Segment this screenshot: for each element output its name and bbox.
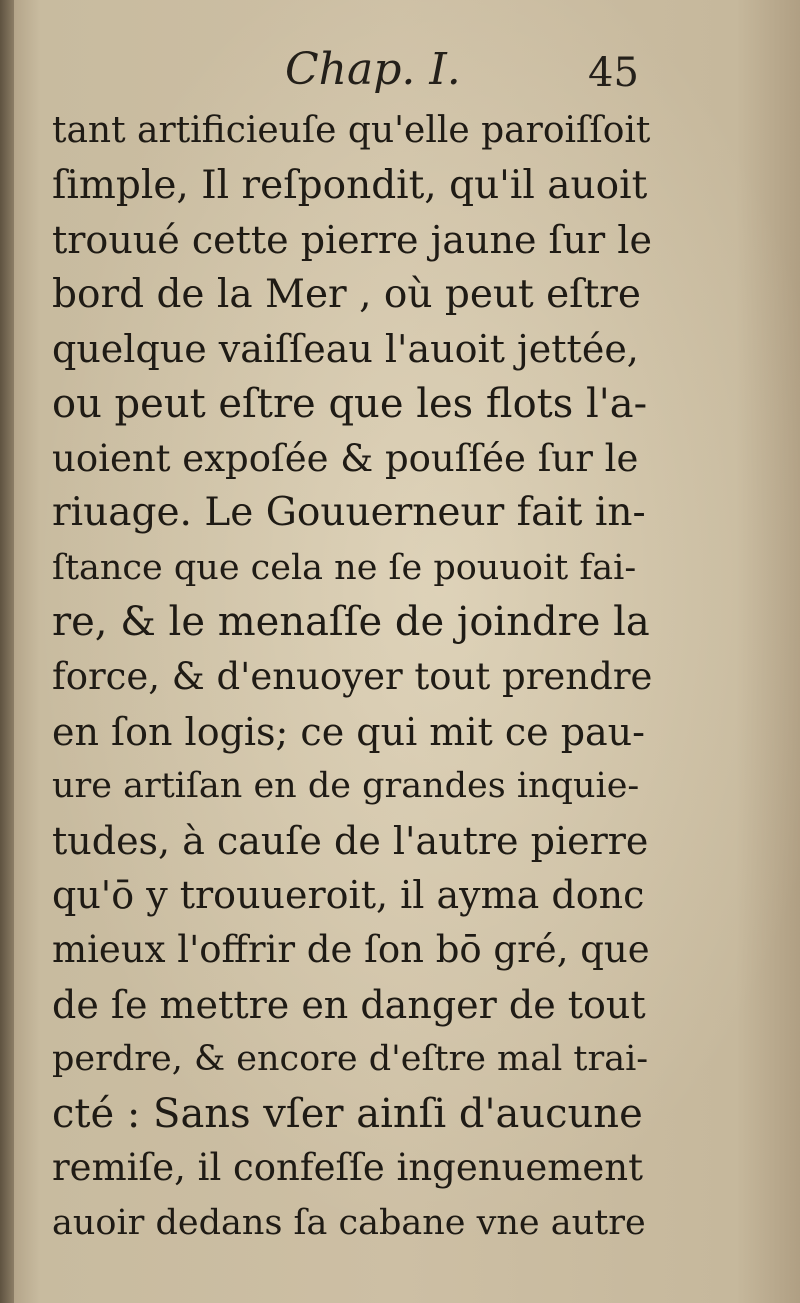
page-spine-edge xyxy=(0,0,14,1303)
text-line: en ſon logis; ce qui mit ce pau- xyxy=(52,709,645,754)
text-line: riuage. Le Gouuerneur fait in- xyxy=(52,490,646,536)
text-line: ſtance que cela ne ſe pouuoit fai- xyxy=(52,547,637,588)
text-line: perdre, & encore d'eſtre mal trai- xyxy=(52,1039,649,1080)
text-line: cté : Sans vſer ainſi d'aucune xyxy=(52,1090,643,1137)
text-line: quelque vaiſſeau l'auoit jettée, xyxy=(52,327,639,372)
text-line: remiſe, il confeſſe ingenuement xyxy=(52,1146,643,1190)
text-line: de ſe mettre en danger de tout xyxy=(52,982,646,1027)
text-line: re, & le menaſſe de joindre la xyxy=(52,599,650,646)
page-number: 45 xyxy=(588,50,639,96)
text-line: mieux l'offrir de ſon bō gré, que xyxy=(52,927,650,971)
text-line: ou peut eſtre que les flots l'a- xyxy=(52,380,648,427)
running-head: Chap. I. xyxy=(285,44,461,95)
text-line: bord de la Mer , où peut eſtre xyxy=(52,271,641,317)
text-line: qu'ō y trouueroit, il ayma donc xyxy=(52,873,645,918)
page-header xyxy=(0,44,800,104)
text-line: force, & d'enuoyer tout prendre xyxy=(52,654,653,698)
text-line: uoient expoſée & pouſſée ſur le xyxy=(52,436,639,480)
body-text xyxy=(52,104,652,1250)
text-line: ure artiſan en de grandes inquie- xyxy=(52,766,640,807)
text-line: auoir dedans ſa cabane vne autre xyxy=(52,1202,646,1243)
text-line: tudes, à cauſe de l'autre pierre xyxy=(52,818,649,863)
text-line: trouué cette pierre jaune ſur le xyxy=(52,218,652,263)
text-line: ſimple, Il reſpondit, qu'il auoit xyxy=(52,162,648,208)
text-line: tant artificieuſe qu'elle paroiſſoit xyxy=(52,110,651,151)
